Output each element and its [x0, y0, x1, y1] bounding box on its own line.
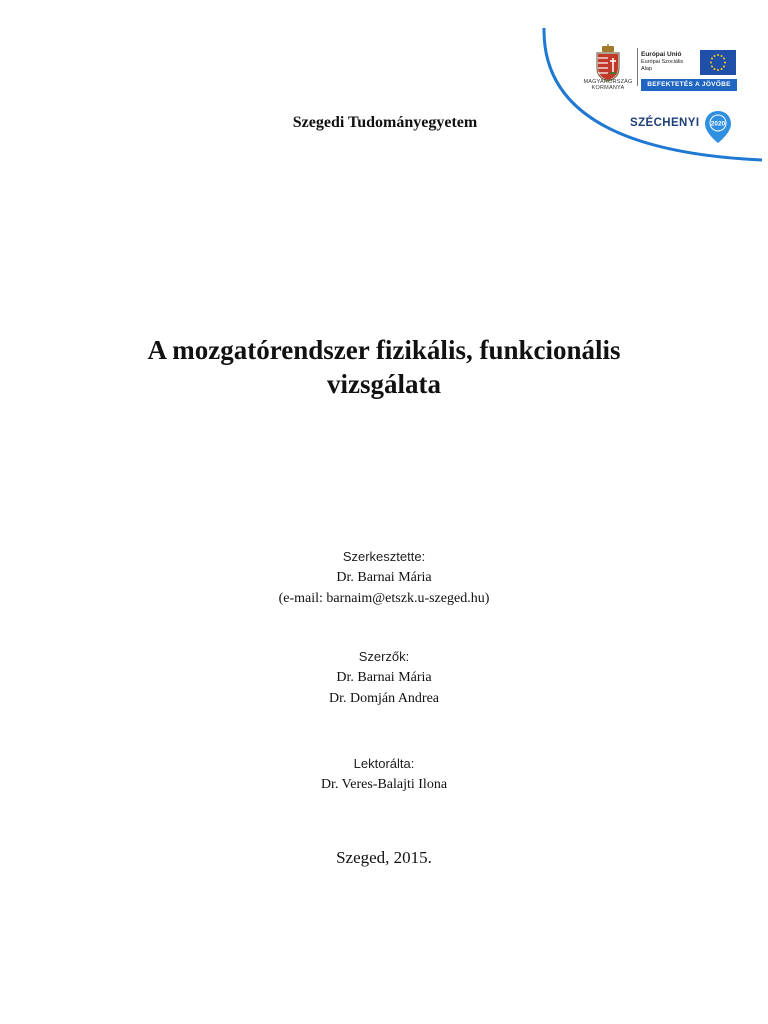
funding-logo-block — [540, 0, 768, 175]
szechenyi-logo-text: SZÉCHENYI — [630, 117, 700, 129]
editor-name: Dr. Barnai Mária — [336, 570, 432, 585]
document-title — [60, 333, 708, 401]
government-label: MAGYARORSZÁG KORMÁNYA — [583, 79, 633, 91]
invest-banner: BEFEKTETÉS A JÖVŐBE — [641, 79, 737, 91]
reviewer-label: Lektorálta: — [353, 756, 415, 771]
authors-label: Szerzők: — [358, 649, 410, 664]
place-date: Szeged, 2015. — [336, 848, 432, 867]
authors-block — [84, 646, 684, 709]
title-line-1: A mozgatórendszer fizikális, funkcionális — [147, 335, 621, 365]
title-line-2: vizsgálata — [327, 369, 441, 399]
author-name: Dr. Domján Andrea — [328, 691, 440, 706]
reviewer-block — [84, 753, 684, 795]
editor-email: (e-mail: barnaim@etszk.u-szeged.hu) — [278, 591, 490, 606]
eu-flag-icon — [700, 50, 736, 75]
author-name: Dr. Barnai Mária — [336, 670, 432, 685]
reviewer-name: Dr. Veres-Balajti Ilona — [320, 777, 448, 792]
institution-name: Szegedi Tudományegyetem — [292, 114, 478, 131]
szechenyi-year: 2020 — [710, 120, 726, 128]
editor-label: Szerkesztette: — [342, 549, 426, 564]
eu-fund-label: Európai Unió Európai Szociális Alap — [641, 51, 684, 72]
location-pin-icon — [704, 110, 732, 144]
editor-block — [84, 546, 684, 609]
logo-divider — [637, 48, 638, 86]
